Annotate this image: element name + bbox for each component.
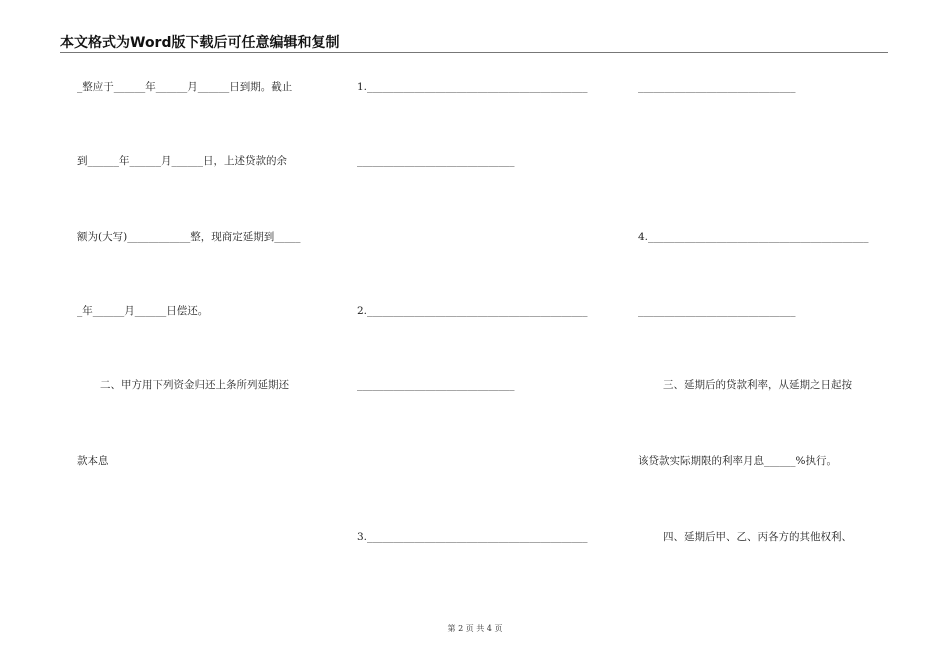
right-line-4: 三、延期后的贷款利率，从延期之日起按 bbox=[663, 379, 852, 391]
right-line-1: ______________________________ bbox=[638, 81, 796, 93]
middle-line-5: 3.__________________________________________ bbox=[357, 531, 588, 543]
page-footer: 第 2 页 共 4 页 bbox=[447, 624, 503, 633]
right-line-5: 该贷款实际期限的利率月息______%执行。 bbox=[638, 455, 837, 467]
right-line-3: ______________________________ bbox=[638, 305, 796, 317]
header-divider bbox=[60, 52, 888, 53]
left-line-1: _整应于______年______月______日到期。截止 bbox=[77, 81, 293, 93]
left-line-4: _年______月______日偿还。 bbox=[77, 305, 209, 317]
right-line-2: 4.__________________________________________ bbox=[638, 231, 869, 243]
left-line-5: 二、甲方用下列资金归还上条所列延期还 bbox=[100, 379, 289, 391]
middle-line-3: 2.__________________________________________ bbox=[357, 305, 588, 317]
middle-line-4: ______________________________ bbox=[357, 379, 515, 391]
middle-line-1: 1.__________________________________________ bbox=[357, 81, 588, 93]
left-line-2: 到______年______月______日，上述贷款的余 bbox=[77, 155, 287, 167]
document-header: 本文格式为Word版下载后可任意编辑和复制 bbox=[60, 35, 340, 51]
left-line-6: 款本息 bbox=[77, 455, 109, 467]
right-line-6: 四、延期后甲、乙、丙各方的其他权利、 bbox=[663, 531, 852, 543]
left-line-3: 额为(大写)____________整，现商定延期到_____ bbox=[77, 231, 301, 243]
middle-line-2: ______________________________ bbox=[357, 155, 515, 167]
